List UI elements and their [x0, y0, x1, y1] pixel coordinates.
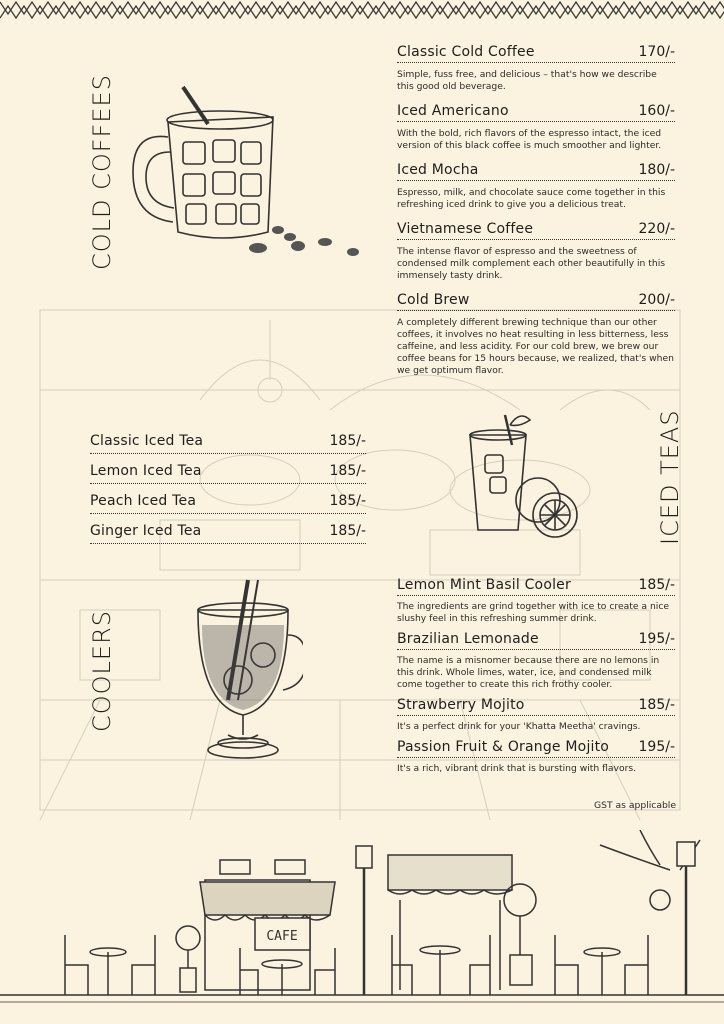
item-price: 220/-	[638, 221, 675, 237]
item-description: Espresso, milk, and chocolate sauce come together in this refreshing iced drink to give you a delicious treat.	[397, 187, 666, 210]
item-name: Vietnamese Coffee	[397, 221, 534, 237]
item-name: Iced Americano	[397, 103, 509, 119]
menu-item	[397, 103, 675, 152]
item-description: It's a rich, vibrant drink that is bursting with flavors.	[397, 763, 637, 774]
menu-item	[397, 631, 675, 691]
menu-item-header	[397, 103, 675, 122]
item-name: Passion Fruit & Orange Mojito	[397, 739, 610, 755]
item-name: Peach Iced Tea	[90, 493, 197, 509]
item-price: 180/-	[638, 162, 675, 178]
item-description: The ingredients are grind together with ice to create a nice slushy feel in this refreshing summer drink.	[397, 601, 670, 624]
item-name: Lemon Mint Basil Cooler	[397, 577, 571, 593]
menu-item-header	[397, 44, 675, 63]
item-price: 170/-	[638, 44, 675, 60]
item-name: Cold Brew	[397, 292, 470, 308]
menu-item-header	[397, 631, 675, 650]
item-name: Classic Iced Tea	[90, 433, 204, 449]
cold-coffees-list	[397, 44, 675, 387]
menu-item	[397, 577, 675, 625]
item-name: Strawberry Mojito	[397, 697, 525, 713]
item-price: 195/-	[638, 631, 675, 647]
item-price: 200/-	[638, 292, 675, 308]
menu-item	[397, 162, 675, 211]
gst-note: GST as applicable	[594, 800, 676, 811]
item-price: 185/-	[329, 493, 366, 509]
coolers-list	[397, 577, 675, 781]
menu-item-header	[397, 292, 675, 311]
item-price: 185/-	[329, 523, 366, 539]
street-cafe-illustration	[0, 830, 724, 1024]
item-price: 185/-	[329, 463, 366, 479]
section-title-iced-teas: ICED TEAS	[656, 409, 684, 545]
item-description: It's a perfect drink for your 'Khatta Meetha' cravings.	[397, 721, 641, 732]
menu-item	[90, 433, 366, 454]
menu-item	[397, 739, 675, 775]
item-description: The name is a misnomer because there are no lemons in this drink. Whole limes, water, ice, and condensed milk come together to create this rich frothy cooler.	[397, 655, 660, 690]
item-description: The intense flavor of espresso and the sweetness of condensed milk complement each other beautifully in this immensely tasty drink.	[397, 246, 666, 281]
menu-item	[90, 463, 366, 484]
item-name: Iced Mocha	[397, 162, 479, 178]
item-name: Ginger Iced Tea	[90, 523, 202, 539]
menu-item-header	[397, 577, 675, 596]
menu-item	[90, 493, 366, 514]
menu-item	[397, 221, 675, 282]
menu-item	[397, 292, 675, 377]
item-description: With the bold, rich flavors of the espresso intact, the iced version of this black coffee is much smoother and lighter.	[397, 128, 662, 151]
cold-coffee-mug-illustration	[128, 82, 368, 262]
iced-tea-glass-illustration	[460, 405, 585, 540]
cooler-glass-illustration	[188, 575, 303, 770]
item-description: Simple, fuss free, and delicious – that's how we describe this good old beverage.	[397, 69, 657, 92]
iced-teas-list	[90, 433, 366, 553]
menu-item	[90, 523, 366, 544]
menu-item-header	[397, 221, 675, 240]
zigzag-border	[0, 0, 724, 22]
item-description: A completely different brewing technique than our other coffees, it involves no heat resulting in less bitterness, less caffeine, and less acidity. For our cold brew, we brew our coffee beans for 15 hours because, we realized, that's when we get optimum flavor.	[397, 317, 674, 376]
item-price: 185/-	[638, 697, 675, 713]
item-name: Lemon Iced Tea	[90, 463, 202, 479]
item-price: 160/-	[638, 103, 675, 119]
section-title-cold-coffees: COLD COFFEES	[88, 74, 116, 270]
item-price: 185/-	[638, 577, 675, 593]
item-name: Classic Cold Coffee	[397, 44, 535, 60]
menu-item-header	[397, 162, 675, 181]
section-title-coolers: COOLERS	[88, 610, 116, 732]
menu-item-header	[397, 739, 675, 758]
item-price: 185/-	[329, 433, 366, 449]
menu-item	[397, 697, 675, 733]
item-price: 195/-	[638, 739, 675, 755]
menu-item	[397, 44, 675, 93]
item-name: Brazilian Lemonade	[397, 631, 539, 647]
menu-item-header	[397, 697, 675, 716]
cafe-sign: CAFE	[266, 929, 298, 944]
